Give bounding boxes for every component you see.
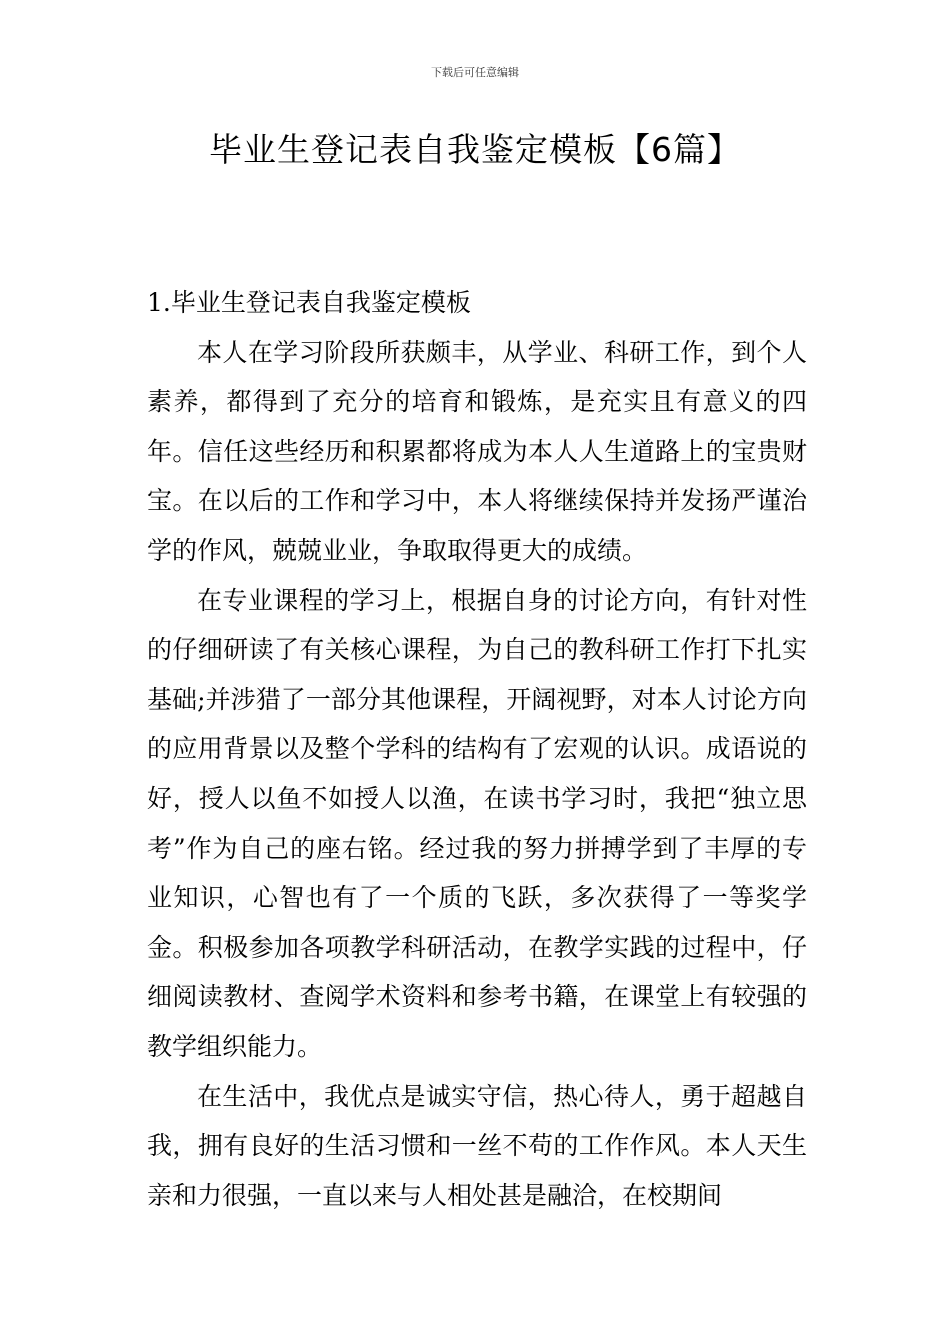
section-heading: 1.毕业生登记表自我鉴定模板 <box>147 288 471 317</box>
paragraph: 在生活中，我优点是诚实守信，热心待人，勇于超越自我，拥有良好的生活习惯和一丝不苟的工作作风。本人天生亲和力很强，一直以来与人相处甚是融洽，在校期间 <box>147 1081 807 1210</box>
paragraph: 本人在学习阶段所获颇丰，从学业、科研工作，到个人素养，都得到了充分的培育和锻炼，是充实且有意义的四年。信任这些经历和积累都将成为本人人生道路上的宝贵财宝。在以后的工作和学习中，本人将继续保持并发扬严谨治学的作风，兢兢业业，争取取得更大的成绩。 <box>147 337 807 565</box>
paragraph: 在专业课程的学习上，根据自身的讨论方向，有针对性的仔细研读了有关核心课程，为自己的教科研工作打下扎实基础;并涉猎了一部分其他课程，开阔视野，对本人讨论方向的应用背景以及整个学科的结构有了宏观的认识。成语说的好，授人以鱼不如授人以渔，在读书学习时，我把“独立思考”作为自己的座右铭。经过我的努力拼搏学到了丰厚的专业知识，心智也有了一个质的飞跃，多次获得了一等奖学金。积极参加各项教学科研活动，在教学实践的过程中，仔细阅读教材、查阅学术资料和参考书籍，在课堂上有较强的教学组织能力。 <box>147 585 807 1061</box>
header-note: 下载后可任意编辑 <box>431 66 519 79</box>
document-body <box>147 278 807 1220</box>
document-title: 毕业生登记表自我鉴定模板【6篇】 <box>209 130 741 169</box>
